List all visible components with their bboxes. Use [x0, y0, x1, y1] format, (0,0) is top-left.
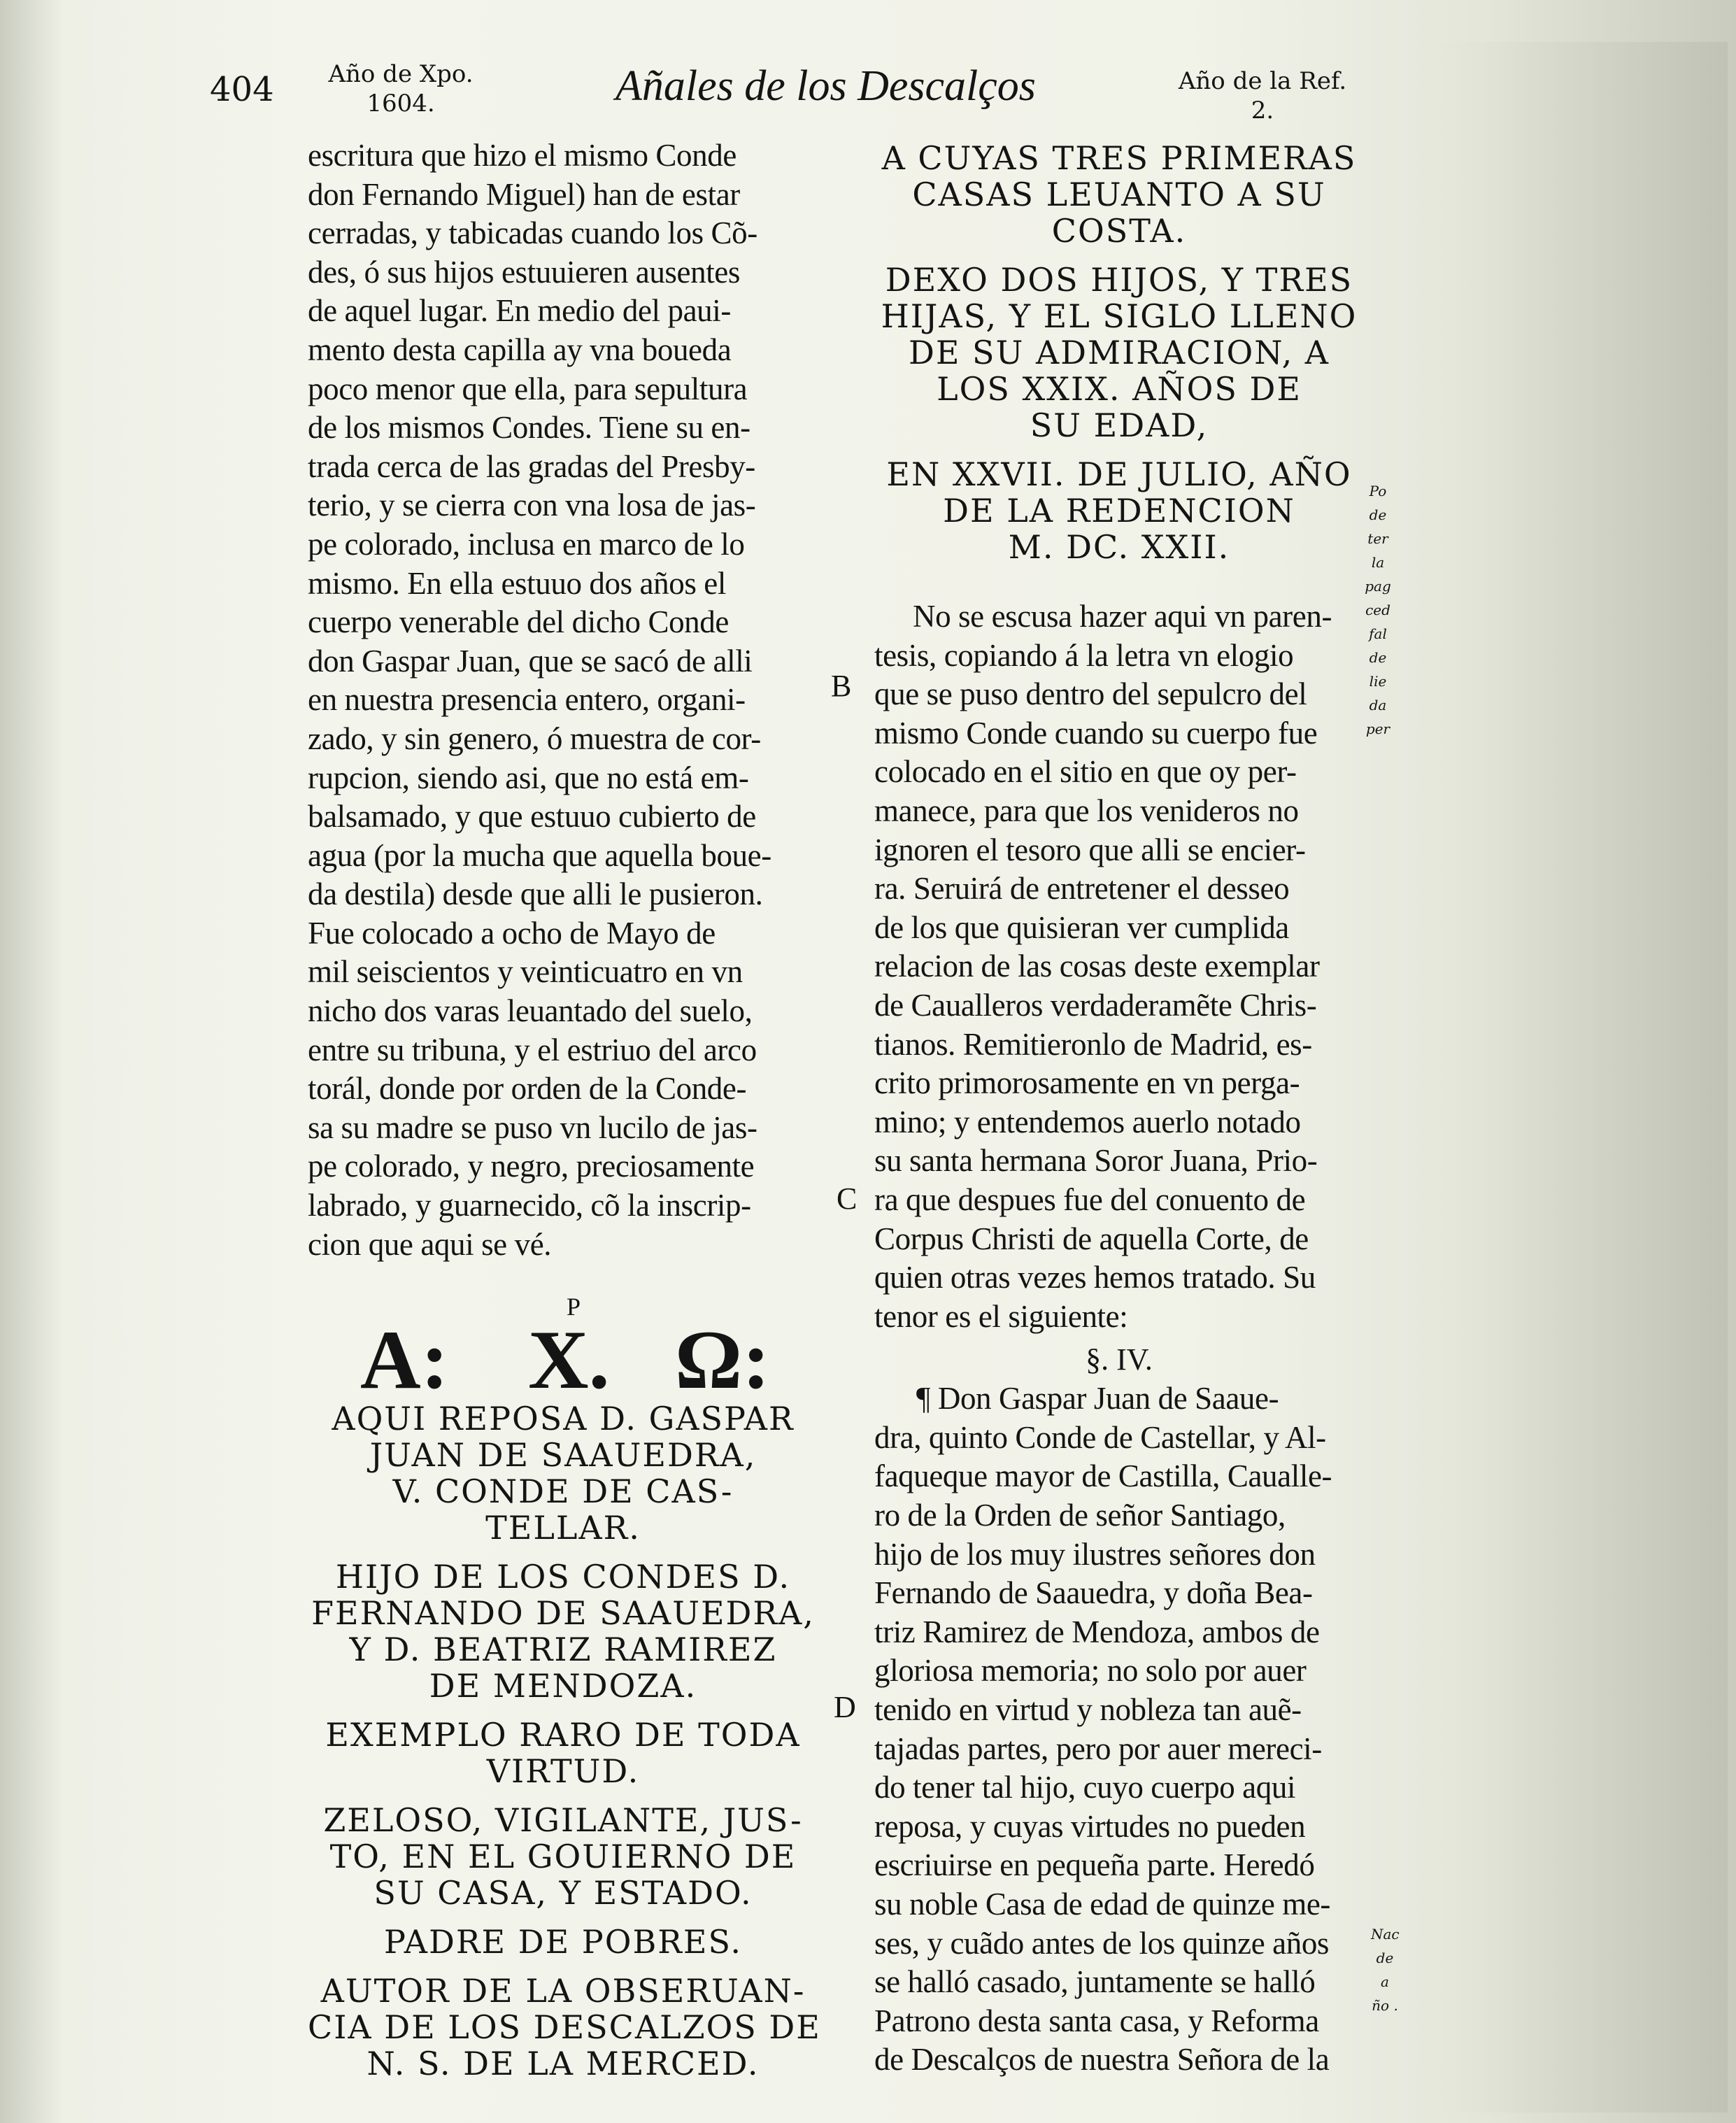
epitaph-line: ZELOSO, VIGILANTE, JUS-	[323, 1801, 803, 1840]
epitaph-line: JUAN DE SAAUEDRA,	[369, 1436, 757, 1475]
margin-note-word: da	[1369, 697, 1387, 713]
text-line: nicho dos varas leuantado del suelo,	[308, 993, 753, 1029]
text-line: pe colorado, inclusa en marco de lo	[308, 526, 745, 562]
text-line: hijo de los muy ilustres señores don	[874, 1536, 1316, 1572]
text-line: de los mismos Condes. Tiene su en-	[308, 410, 750, 446]
text-line: mino; y entendemos auerlo notado	[874, 1104, 1301, 1139]
margin-note-word: la	[1371, 554, 1385, 571]
text-line: faqueque mayor de Castilla, Caualle-	[874, 1458, 1332, 1494]
text-line: Corpus Christi de aquella Corte, de	[874, 1221, 1309, 1256]
text-line: dra, quinto Conde de Castellar, y Al-	[874, 1419, 1326, 1455]
text-line: cion que aqui se vé.	[308, 1226, 552, 1262]
text-line: ignoren el tesoro que alli se encier-	[874, 832, 1306, 867]
header-right-year	[1175, 66, 1350, 125]
right-column	[874, 140, 1364, 2080]
epitaph-line: DE LA REDENCION	[943, 492, 1295, 530]
text-line: de aquel lugar. En medio del paui-	[308, 293, 731, 329]
header-right-value: 2.	[1251, 97, 1274, 125]
header-left-year	[320, 59, 481, 118]
epitaph-block	[308, 1802, 818, 1911]
margin-letter-c: C	[837, 1181, 858, 1216]
epitaph-line: DEXO DOS HIJOS, Y TRES	[885, 261, 1353, 299]
epitaph-block	[874, 262, 1364, 443]
text-line: reposa, y cuyas virtudes no pueden	[874, 1808, 1306, 1844]
chi-rho-mark: P	[567, 1293, 581, 1321]
text-line: que se puso dentro del sepulcro del	[874, 676, 1307, 712]
margin-note-word: per	[1365, 720, 1390, 737]
epitaph-line: EXEMPLO RARO DE TODA	[325, 1716, 801, 1754]
text-line: de Caualleros verdaderamẽte Chris-	[874, 987, 1317, 1023]
text-line: tianos. Remitieronlo de Madrid, es-	[874, 1026, 1312, 1062]
text-line: da destila) desde que alli le pusieron.	[308, 876, 763, 912]
text-line: su santa hermana Soror Juana, Prio-	[874, 1143, 1318, 1179]
page-number: 404	[210, 70, 274, 109]
left-body-text	[308, 136, 818, 1264]
epitaph-line: V. CONDE DE CAS-	[392, 1472, 734, 1511]
epitaph-line: CASAS LEUANTO A SU	[912, 176, 1326, 213]
text-line: cuerpo venerable del dicho Conde	[308, 604, 729, 640]
epitaph-line: Y D. BEATRIZ RAMIREZ	[349, 1631, 777, 1669]
text-line: mil seiscientos y veinticuatro en vn	[308, 954, 743, 990]
epitaph-inscription	[308, 1400, 821, 2083]
running-header	[0, 56, 1736, 133]
margin-note-word: fal	[1369, 625, 1387, 642]
text-line: tajadas partes, pero por auer mereci-	[874, 1731, 1322, 1766]
text-line: ra que despues fue del conuento de	[874, 1181, 1306, 1217]
text-line: pe colorado, y negro, preciosamente	[308, 1149, 755, 1184]
alpha-symbol: A:	[360, 1313, 449, 1407]
text-line: balsamado, y que estuuo cubierto de	[308, 799, 756, 835]
text-line: ro de la Orden de señor Santiago,	[874, 1498, 1286, 1533]
epitaph-line: EN XXVII. DE JULIO, AÑO	[886, 455, 1352, 493]
text-line: tenido en virtud y nobleza tan auẽ-	[874, 1692, 1302, 1728]
epitaph-block	[874, 140, 1364, 249]
text-line: manece, para que los venideros no	[874, 793, 1299, 828]
facing-page-edge	[1434, 42, 1728, 2113]
epitaph-line: DE MENDOZA.	[429, 1667, 697, 1705]
margin-note-2	[1371, 1922, 1399, 2017]
epitaph-line: AUTOR DE LA OBSERUAN-	[320, 1972, 806, 2010]
epitaph-line: COSTA.	[1051, 212, 1187, 250]
text-line: gloriosa memoria; no solo por auer	[874, 1653, 1307, 1689]
epitaph-line: N. S. DE LA MERCED.	[367, 2045, 760, 2083]
header-left-value: 1604.	[367, 90, 435, 118]
text-line: su noble Casa de edad de quinze me-	[874, 1887, 1331, 1922]
epitaph-line: A CUYAS TRES PRIMERAS	[881, 139, 1357, 177]
text-line: en nuestra presencia entero, organi-	[308, 682, 746, 718]
text-line: de los que quisieran ver cumplida	[874, 909, 1289, 945]
epitaph-block	[308, 1924, 818, 1960]
text-line: crito primorosamente en vn perga-	[874, 1065, 1300, 1101]
text-line: agua (por la mucha que aquella boue-	[308, 837, 771, 873]
epitaph-line: LOS XXIX. AÑOS DE	[937, 370, 1302, 408]
epitaph-line: HIJAS, Y EL SIGLO LLENO	[881, 297, 1358, 335]
text-line: cerradas, y tabicadas cuando los Cõ-	[308, 215, 757, 251]
right-body-text	[874, 597, 1364, 1336]
text-line: Fernando de Saauedra, y doña Bea-	[874, 1575, 1313, 1611]
text-line: escriuirse en pequeña parte. Heredó	[874, 1847, 1315, 1883]
left-column	[308, 136, 821, 2094]
elogio-text	[874, 1379, 1364, 2080]
text-line: tenor es el siguiente:	[874, 1298, 1128, 1334]
omega-symbol: Ω:	[675, 1313, 771, 1407]
margin-note-1	[1364, 479, 1392, 741]
text-line: labrado, y guarnecido, cõ la inscrip-	[308, 1188, 751, 1223]
text-line: don Gaspar Juan, que se sacó de alli	[308, 643, 753, 679]
text-line: ¶ Don Gaspar Juan de Saaue-	[916, 1381, 1279, 1416]
text-line: tesis, copiando á la letra vn elogio	[874, 637, 1294, 673]
text-line: escritura que hizo el mismo Conde	[308, 138, 737, 173]
margin-note-word: ter	[1367, 530, 1388, 547]
text-line: do tener tal hijo, cuyo cuerpo aqui	[874, 1770, 1296, 1805]
epitaph-line: AQUI REPOSA D. GASPAR	[332, 1400, 795, 1438]
text-line: ra. Seruirá de entretener el desseo	[874, 871, 1290, 907]
text-line: quien otras vezes hemos tratado. Su	[874, 1260, 1316, 1295]
margin-note-word: ño .	[1372, 1997, 1398, 2014]
margin-note-word: de a	[1376, 1950, 1394, 1990]
section-heading: §. IV.	[1086, 1342, 1153, 1377]
text-line: mismo. En ella estuuo dos años el	[308, 565, 726, 601]
epitaph-line: VIRTUD.	[486, 1752, 640, 1791]
text-line: Fue colocado a ocho de Mayo de	[308, 915, 716, 951]
text-line: se halló casado, juntamente se halló	[874, 1964, 1316, 2000]
text-line: trada cerca de las gradas del Presby-	[308, 448, 755, 484]
epitaph-block	[308, 1717, 818, 1789]
header-right-label: Año de la Ref.	[1178, 67, 1347, 95]
margin-letter-d: D	[834, 1690, 856, 1724]
text-line: don Fernando Miguel) han de estar	[308, 176, 740, 212]
margin-note-word: Po	[1369, 483, 1387, 499]
text-line: poco menor que ella, para sepultura	[308, 371, 748, 406]
header-left-label: Año de Xpo.	[328, 60, 474, 88]
text-line: terio, y se cierra con vna losa de jas-	[308, 488, 756, 523]
text-line: mento desta capilla ay vna boueda	[308, 332, 732, 367]
text-line: torál, donde por orden de la Conde-	[308, 1071, 747, 1107]
epitaph-line: TELLAR.	[485, 1509, 641, 1547]
epitaph-line: M. DC. XXII.	[1008, 528, 1230, 566]
margin-note-word: Nac	[1371, 1926, 1400, 1943]
epitaph-block	[308, 1558, 818, 1704]
epitaph-line: FERNANDO DE SAAUEDRA,	[311, 1594, 815, 1633]
margin-note-word: pag	[1365, 578, 1391, 595]
margin-note-word: de	[1369, 649, 1387, 666]
epitaph-block	[308, 1972, 821, 2083]
epitaph-line: SU EDAD,	[1030, 406, 1209, 444]
epitaph-line: DE SU ADMIRACION, A	[908, 334, 1330, 371]
epitaph-line: TO, EN EL GOUIERNO DE	[329, 1838, 797, 1876]
text-line: sa su madre se puso vn lucilo de jas-	[308, 1109, 757, 1145]
text-line: colocado en el sitio en que oy per-	[874, 754, 1297, 790]
epitaph-line: SU CASA, Y ESTADO.	[373, 1874, 753, 1912]
epitaph-line: PADRE DE POBRES.	[384, 1923, 742, 1961]
epitaph-continuation	[874, 140, 1364, 565]
epitaph-block	[874, 456, 1364, 565]
text-line: No se escusa hazer aqui vn paren-	[913, 599, 1332, 634]
text-line: rupcion, siendo asi, que no está em-	[308, 760, 749, 795]
epitaph-line: HIJO DE LOS CONDES D.	[335, 1558, 791, 1596]
epitaph-line: CIA DE LOS DESCALZOS DE	[308, 2008, 821, 2047]
text-line: de Descalços de nuestra Señora de la	[874, 2042, 1330, 2078]
margin-note-word: lie	[1369, 673, 1387, 690]
text-line: Patrono desta santa casa, y Reforma	[874, 2003, 1319, 2038]
margin-note-word: ced	[1365, 602, 1390, 618]
epitaph-block	[308, 1400, 818, 1546]
text-line: des, ó sus hijos estuuieren ausentes	[308, 254, 740, 290]
text-line: relacion de las cosas deste exemplar	[874, 949, 1320, 984]
chi-symbol: X.	[528, 1313, 610, 1407]
text-line: triz Ramirez de Mendoza, ambos de	[874, 1614, 1320, 1649]
alpha-omega-heading	[308, 1292, 818, 1407]
text-line: zado, y sin genero, ó muestra de cor-	[308, 720, 761, 756]
text-line: entre su tribuna, y el estriuo del arco	[308, 1032, 757, 1067]
margin-letter-b: B	[831, 669, 852, 703]
text-line: mismo Conde cuando su cuerpo fue	[874, 715, 1318, 751]
running-title: Añales de los Descalços	[616, 62, 1036, 110]
margin-note-word: de	[1369, 506, 1387, 523]
text-line: ses, y cuãdo antes de los quinze años	[874, 1925, 1330, 1961]
